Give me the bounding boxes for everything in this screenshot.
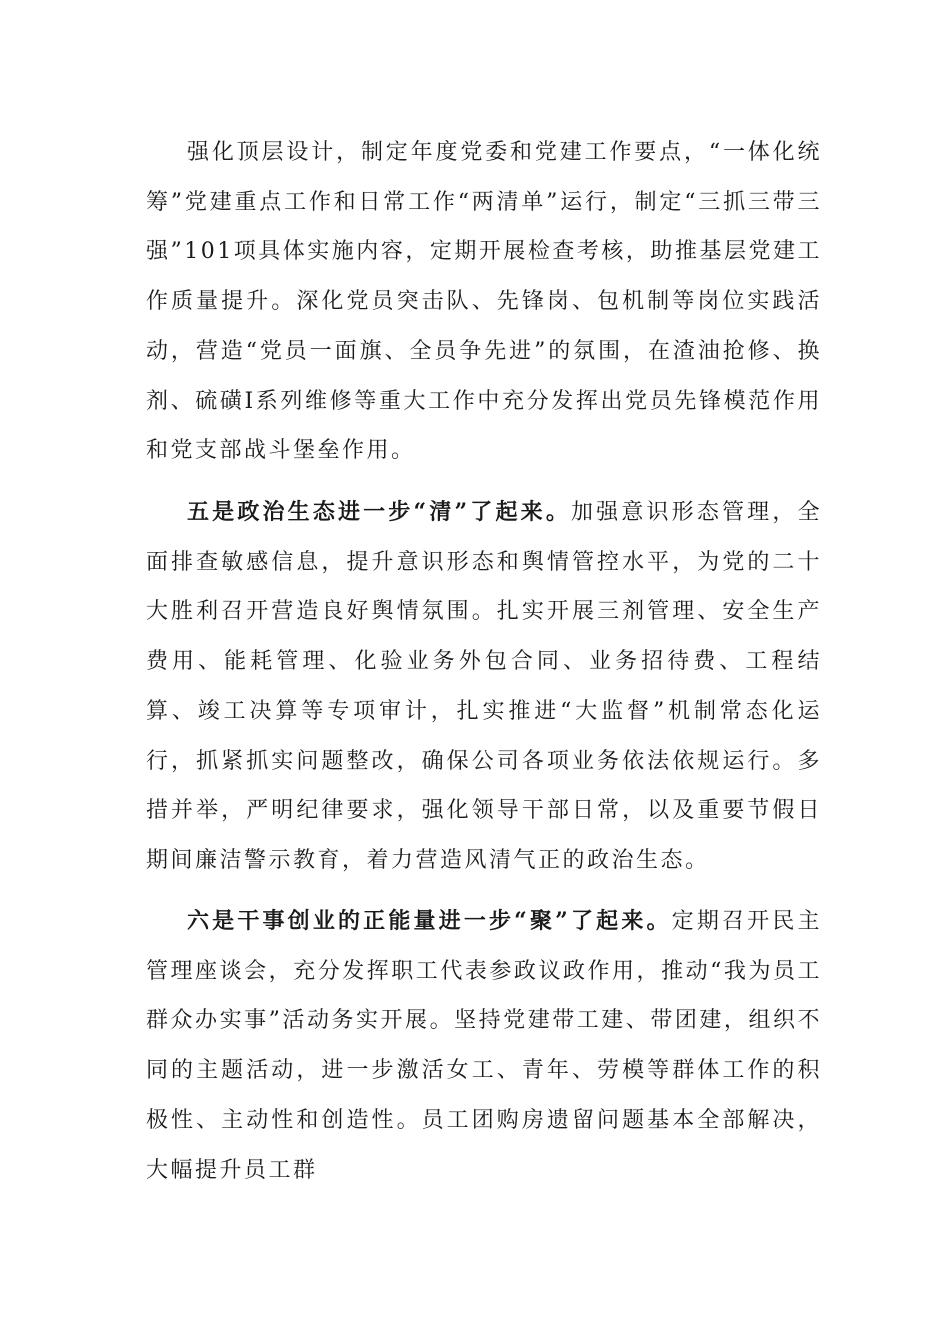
paragraph-top-level-design	[146, 128, 822, 476]
paragraph-body: 强化顶层设计，制定年度党委和党建工作要点，“一体化统筹”党建重点工作和日常工作“两清单”运行，制定“三抓三带三强”101项具体实施内容，定期开展检查考核，助推基层党建工作质量提升。深化党员突击队、先锋岗、包机制等岗位实践活动，营造“党员一面旗、全员争先进”的氛围，在渣油抢修、换剂、硫磺Ⅰ系列维修等重大工作中充分发挥出党员先锋模范作用和党支部战斗堡垒作用。	[146, 140, 822, 464]
paragraph-positive-energy	[146, 897, 822, 1195]
paragraph-lead: 五是政治生态进一步“清”了起来。	[187, 499, 571, 525]
paragraph-body: 加强意识形态管理，全面排查敏感信息，提升意识形态和舆情管控水平，为党的二十大胜利召开营造良好舆情氛围。扎实开展三剂管理、安全生产费用、能耗管理、化验业务外包合同、业务招待费、工程结算、竣工决算等专项审计，扎实推进“大监督”机制常态化运行，抓紧抓实问题整改，确保公司各项业务依法依规运行。多措并举，严明纪律要求，强化领导干部日常，以及重要节假日期间廉洁警示教育，着力营造风清气正的政治生态。	[146, 500, 822, 873]
paragraph-political-ecology	[146, 488, 822, 886]
paragraph-lead: 六是干事创业的正能量进一步“聚”了起来。	[187, 908, 672, 934]
paragraph-body: 定期召开民主管理座谈会，充分发挥职工代表参政议政作用，推动“我为员工群众办实事”活动务实开展。坚持党建带工建、带团建，组织不同的主题活动，进一步激活女工、青年、劳模等群体工作的积极性、主动性和创造性。员工团购房遗留问题基本全部解决，大幅提升员工群	[146, 909, 822, 1183]
